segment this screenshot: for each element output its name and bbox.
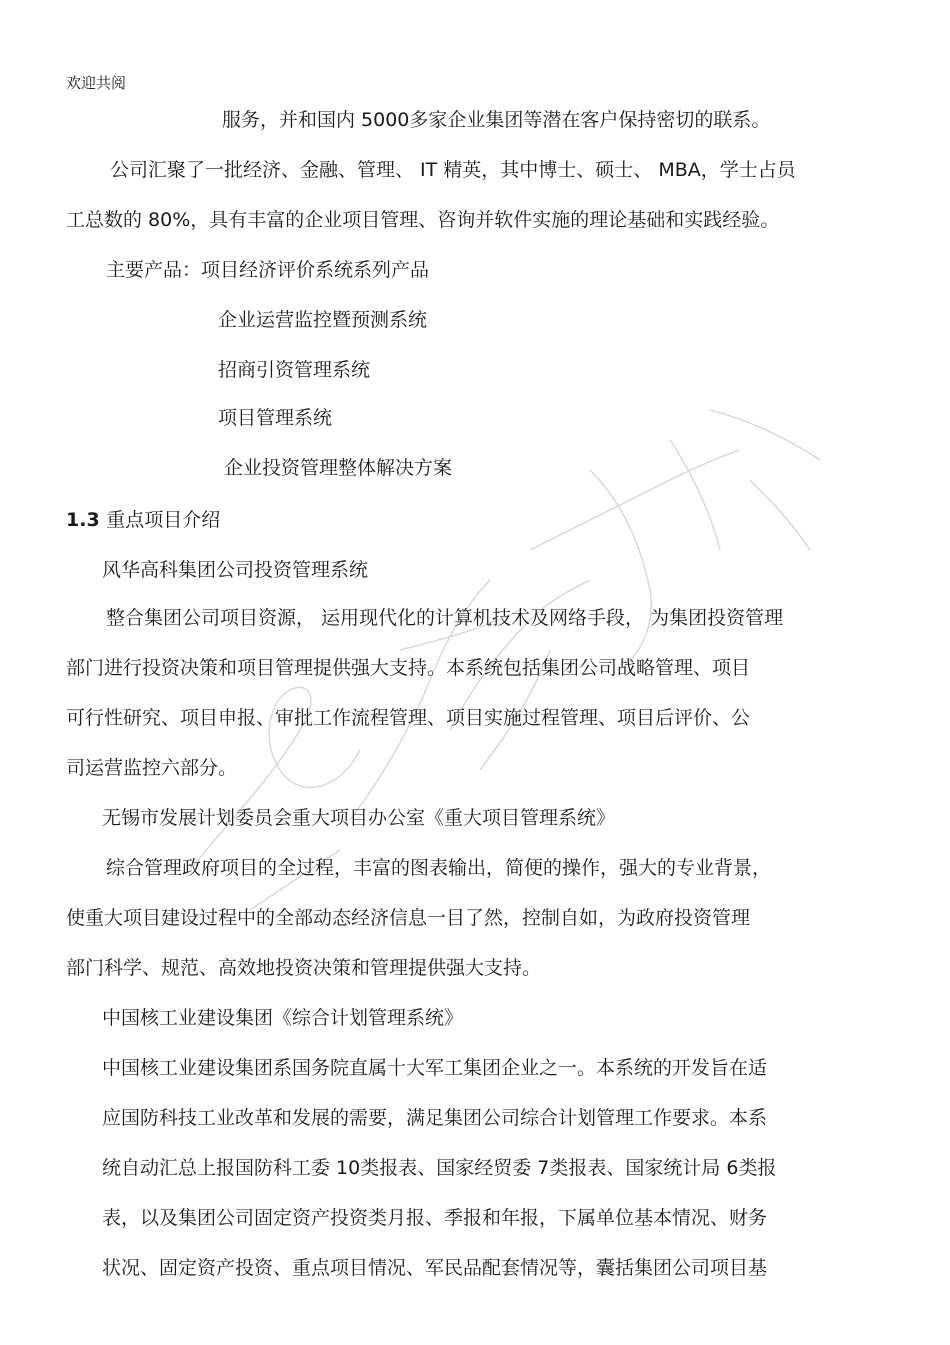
section-title: 重点项目介绍: [106, 509, 221, 531]
text-line: 公司汇聚了一批经济、金融、管理、 IT 精英，其中博士、硕士、 MBA，学士占员: [110, 159, 796, 181]
text-line: 企业运营监控暨预测系统: [218, 309, 428, 331]
text-line: 项目管理系统: [218, 407, 333, 429]
text-line: 使重大项目建设过程中的全部动态经济信息一目了然，控制自如，为政府投资管理: [66, 907, 751, 929]
text-line: 工总数的 80%，具有丰富的企业项目管理、咨询并软件实施的理论基础和实践经验。: [66, 209, 780, 231]
text-line: 整合集团公司项目资源， 运用现代化的计算机技术及网络手段， 为集团投资管理: [106, 607, 784, 629]
page-header: 欢迎共阅: [66, 74, 127, 92]
text-line: 司运营监控六部分。: [66, 757, 238, 779]
text-line: 风华高科集团公司投资管理系统: [102, 559, 369, 581]
section-heading: [66, 508, 220, 532]
text-line: 状况、固定资产投资、重点项目情况、军民品配套情况等，囊括集团公司项目基: [102, 1257, 768, 1279]
section-number: 1.3: [66, 509, 100, 531]
text-line: 综合管理政府项目的全过程，丰富的图表输出，简便的操作，强大的专业背景，: [106, 857, 772, 879]
text-line: 部门进行投资决策和项目管理提供强大支持。本系统包括集团公司战略管理、项目: [66, 657, 751, 679]
text-line: 表，以及集团公司固定资产投资类月报、季报和年报，下属单位基本情况、财务: [102, 1207, 768, 1229]
text-line: 中国核工业建设集团《综合计划管理系统》: [102, 1007, 464, 1029]
text-line: 应国防科技工业改革和发展的需要，满足集团公司综合计划管理工作要求。本系: [102, 1107, 768, 1129]
text-line: 企业投资管理整体解决方案: [224, 457, 453, 479]
text-line: 中国核工业建设集团系国务院直属十大军工集团企业之一。本系统的开发旨在适: [102, 1057, 768, 1079]
text-line: 部门科学、规范、高效地投资决策和管理提供强大支持。: [66, 957, 542, 979]
text-line: 可行性研究、项目申报、审批工作流程管理、项目实施过程管理、项目后评价、公: [66, 707, 751, 729]
text-line: 统自动汇总上报国防科工委 10类报表、国家经贸委 7类报表、国家统计局 6类报: [102, 1157, 777, 1179]
text-line: 服务，并和国内 5000多家企业集团等潜在客户保持密切的联系。: [222, 109, 771, 131]
text-line: 招商引资管理系统: [218, 359, 371, 381]
text-line: 主要产品：项目经济评价系统系列产品: [106, 259, 430, 281]
text-line: 无锡市发展计划委员会重大项目办公室《重大项目管理系统》: [102, 807, 616, 829]
